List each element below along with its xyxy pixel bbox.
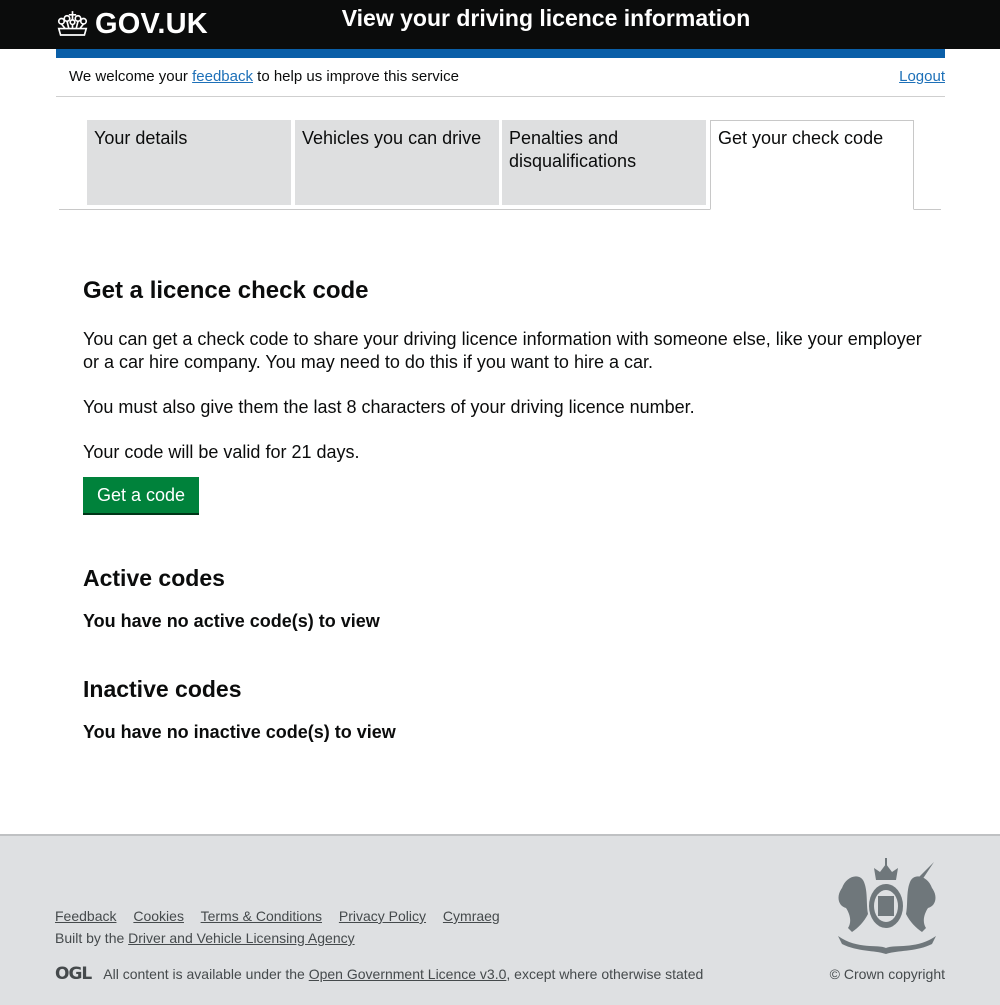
licence-statement <box>55 964 703 984</box>
page-heading: Get a licence check code <box>83 277 369 304</box>
validity-paragraph: Your code will be valid for 21 days. <box>83 442 360 462</box>
active-codes-empty-message: You have no active code(s) to view <box>83 611 380 631</box>
tab-bar <box>59 120 941 210</box>
logout-link[interactable]: Logout <box>899 68 945 85</box>
crown-copyright-link[interactable]: © Crown copyright <box>829 966 945 982</box>
licence-suffix: , except where otherwise stated <box>506 966 704 982</box>
dvla-link[interactable]: Driver and Vehicle Licensing Agency <box>128 930 355 946</box>
intro-paragraph: You can get a check code to share your driving licence information with someone else, like your employer or a car hire company. You may need to do this if you want to hire a car. <box>83 329 922 372</box>
feedback-text-suffix: to help us improve this service <box>253 68 459 85</box>
licence-number-paragraph: You must also give them the last 8 characters of your driving licence number. <box>83 397 695 417</box>
tab-penalties-and-disqualifications[interactable] <box>502 120 706 205</box>
feedback-text-prefix: We welcome your <box>69 68 193 85</box>
built-by-prefix: Built by the <box>55 930 129 946</box>
tab-your-details[interactable] <box>87 120 291 205</box>
tab-label: Get your check code <box>718 128 884 148</box>
feedback-banner-text <box>69 68 459 86</box>
get-a-code-button[interactable]: Get a code <box>83 477 199 513</box>
ogl-logo-icon: OGL <box>55 964 92 984</box>
tab-vehicles-you-can-drive[interactable] <box>295 120 499 205</box>
footer-link-terms-conditions[interactable]: Terms & Conditions <box>200 908 322 924</box>
inactive-codes-heading: Inactive codes <box>83 676 242 702</box>
built-by-text <box>55 929 355 947</box>
tab-label: Penalties and disqualifications <box>509 128 637 171</box>
royal-coat-of-arms-icon <box>828 858 946 954</box>
service-title: View your driving licence information <box>341 5 751 31</box>
tab-label: Your details <box>94 128 188 148</box>
open-government-licence-link[interactable]: Open Government Licence v3.0 <box>308 966 507 982</box>
tab-get-your-check-code[interactable] <box>710 120 914 210</box>
footer-link-cookies[interactable]: Cookies <box>133 908 184 924</box>
main-content <box>83 276 923 742</box>
footer-link-feedback[interactable]: Feedback <box>55 908 117 924</box>
footer-link-privacy-policy[interactable]: Privacy Policy <box>338 908 427 924</box>
feedback-link[interactable]: feedback <box>192 68 253 85</box>
footer-link-cymraeg[interactable]: Cymraeg <box>442 908 500 924</box>
logo-text: GOV.UK <box>95 8 208 40</box>
feedback-banner <box>56 58 945 97</box>
active-codes-heading: Active codes <box>83 565 225 591</box>
inactive-codes-empty-message: You have no inactive code(s) to view <box>83 722 396 742</box>
footer-links <box>55 907 513 925</box>
site-header <box>0 0 1000 49</box>
header-blue-bar <box>56 49 945 58</box>
site-footer <box>0 834 1000 1005</box>
licence-prefix: All content is available under the <box>103 966 305 982</box>
tab-label: Vehicles you can drive <box>302 128 482 148</box>
